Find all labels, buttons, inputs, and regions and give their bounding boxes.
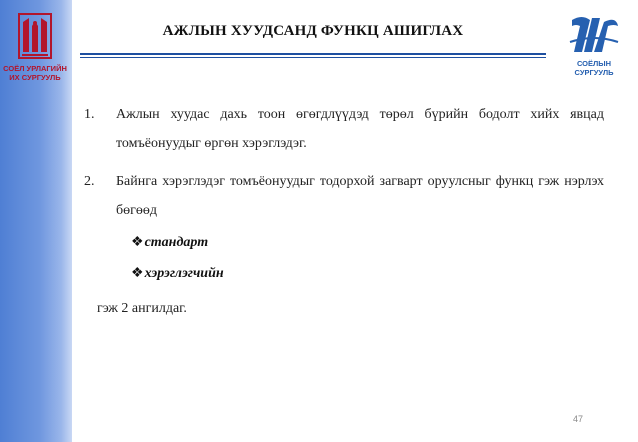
school-logo <box>558 12 630 76</box>
diamond-bullet-icon: ❖ <box>131 235 144 250</box>
page-number: 47 <box>573 414 584 424</box>
slide-title: АЖЛЫН ХУУДСАНД ФУНКЦ АШИГЛАХ <box>162 23 464 39</box>
bullet-standard <box>131 234 208 251</box>
list-item-1 <box>84 100 604 158</box>
left-logo-caption-line2: ИХ СУРГУУЛЬ <box>9 73 61 82</box>
list-item-text: Ажлын хуудас дахь тоон өгөгдлүүдэд төрөл бүрийн бодолт хийх явцад томъёонуудыг өргөн хэрэглэдэг. <box>116 107 604 151</box>
title-underline-thin <box>80 57 546 58</box>
closing-text: гэж 2 ангилдаг. <box>97 301 187 316</box>
list-item-number: 1. <box>84 107 95 122</box>
list-item-number: 2. <box>84 174 95 189</box>
title-underline <box>80 53 546 55</box>
left-logo-caption-line1: СОЁЛ УРЛАГИЙН <box>3 64 67 73</box>
university-logo <box>2 8 66 84</box>
school-emblem-icon <box>568 12 620 58</box>
list-item-text: Байнга хэрэглэдэг томъёонуудыг тодорхой загварт оруулсныг функц гэж нэрлэх бөгөөд <box>116 174 604 218</box>
bullet-text: стандарт <box>144 235 209 250</box>
bullet-text: хэрэглэгчийн <box>144 266 224 281</box>
right-logo-caption: СОЁЛЫН СУРГУУЛЬ <box>574 59 614 77</box>
list-item-2 <box>84 167 604 225</box>
diamond-bullet-icon: ❖ <box>131 266 144 281</box>
bullet-user <box>131 265 224 282</box>
university-crest-icon <box>18 12 52 60</box>
